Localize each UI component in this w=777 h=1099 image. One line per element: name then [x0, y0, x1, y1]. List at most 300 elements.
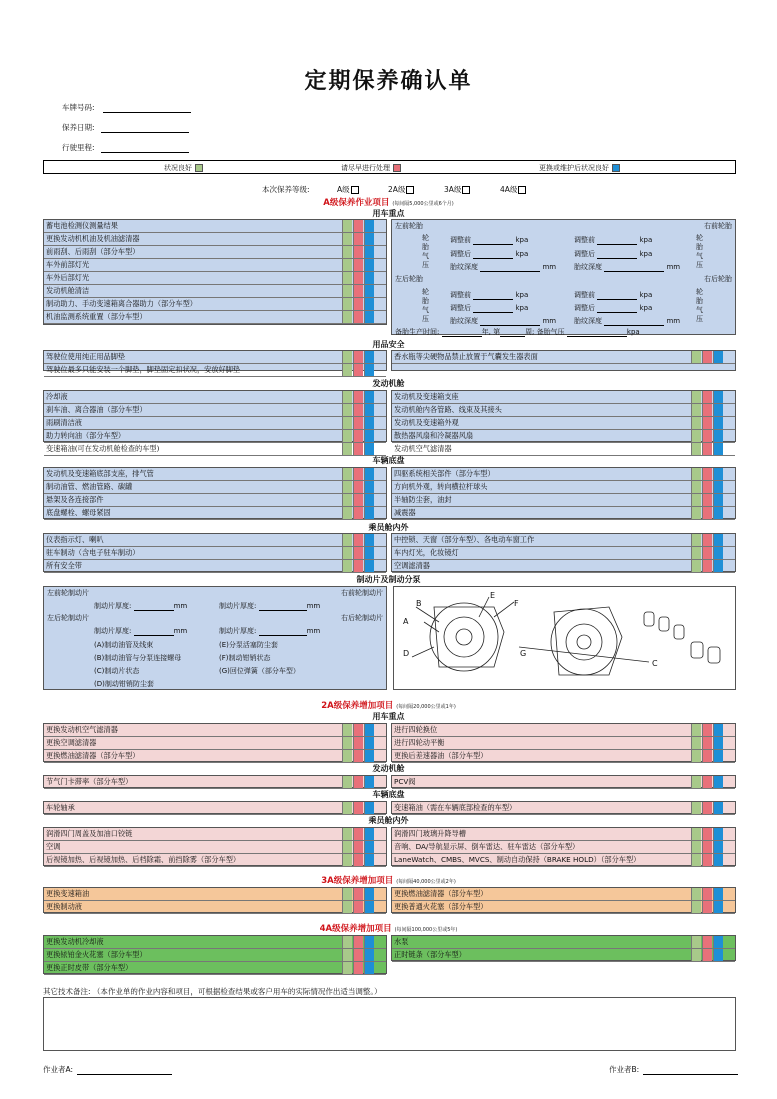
soon-checkbox[interactable] — [353, 351, 363, 363]
soon-checkbox[interactable] — [353, 494, 363, 506]
replace-checkbox[interactable] — [713, 481, 723, 493]
a-cabin-left — [43, 533, 387, 572]
soon-checkbox[interactable] — [353, 507, 363, 519]
good-checkbox[interactable] — [691, 494, 701, 506]
item-label: 驻车制动（含电子驻车制动） — [46, 548, 140, 557]
list-item[interactable] — [392, 391, 735, 404]
list-item[interactable] — [392, 351, 735, 364]
replace-checkbox[interactable] — [713, 507, 723, 519]
item-label: 发动机及变速箱外观 — [394, 418, 459, 427]
replace-checkbox[interactable] — [364, 888, 374, 900]
date-field[interactable]: 保养日期: — [62, 122, 189, 133]
replace-checkbox[interactable] — [364, 430, 374, 442]
replace-checkbox[interactable] — [713, 468, 723, 480]
soon-checkbox[interactable] — [702, 737, 712, 749]
soon-checkbox[interactable] — [353, 802, 363, 814]
item-label: 驾驶位最多只能安装一个脚垫，脚垫固定扣状况，安放好脚垫 — [46, 365, 241, 374]
a2-cabin-left — [43, 827, 387, 866]
good-checkbox[interactable] — [691, 391, 701, 403]
good-checkbox[interactable] — [691, 750, 701, 762]
soon-checkbox[interactable] — [702, 547, 712, 559]
good-checkbox[interactable] — [342, 776, 352, 788]
list-item[interactable] — [392, 534, 735, 547]
sec-cabin-2a: 乘员舱内外 — [368, 816, 409, 825]
good-checkbox[interactable] — [691, 776, 701, 788]
list-item[interactable] — [392, 828, 735, 841]
replace-checkbox[interactable] — [713, 841, 723, 853]
soon-checkbox[interactable] — [353, 901, 363, 913]
item-label: 更换铱铂金火花塞（部分车型） — [46, 950, 147, 959]
good-checkbox[interactable] — [342, 841, 352, 853]
list-item[interactable] — [392, 560, 735, 573]
soon-checkbox[interactable] — [702, 507, 712, 519]
good-checkbox[interactable] — [342, 220, 352, 232]
replace-checkbox[interactable] — [364, 534, 374, 546]
a2-chassis-right — [391, 801, 736, 814]
soon-checkbox[interactable] — [702, 560, 712, 572]
item-label: 发动机及变速箱底部支座，排气管 — [46, 469, 154, 478]
soon-checkbox[interactable] — [702, 404, 712, 416]
a3-right — [391, 887, 736, 913]
good-checkbox[interactable] — [691, 560, 701, 572]
item-label: 更换正时皮带（部分车型） — [46, 963, 133, 972]
soon-checkbox[interactable] — [702, 802, 712, 814]
replace-checkbox[interactable] — [713, 901, 723, 913]
replace-checkbox[interactable] — [364, 547, 374, 559]
replace-checkbox[interactable] — [713, 737, 723, 749]
list-item[interactable] — [44, 351, 386, 364]
good-checkbox[interactable] — [691, 724, 701, 736]
good-checkbox[interactable] — [342, 272, 352, 284]
list-item[interactable] — [392, 430, 735, 443]
good-checkbox[interactable] — [342, 311, 352, 323]
replace-checkbox[interactable] — [364, 391, 374, 403]
good-checkbox[interactable] — [691, 737, 701, 749]
mileage-field[interactable]: 行驶里程: — [62, 142, 189, 153]
replace-checkbox[interactable] — [713, 391, 723, 403]
soon-checkbox[interactable] — [353, 220, 363, 232]
list-item[interactable] — [392, 494, 735, 507]
notes-area[interactable] — [43, 997, 736, 1051]
good-checkbox[interactable] — [342, 737, 352, 749]
list-item[interactable] — [44, 936, 386, 949]
soon-checkbox[interactable] — [702, 901, 712, 913]
good-checkbox[interactable] — [691, 828, 701, 840]
soon-checkbox[interactable] — [353, 547, 363, 559]
soon-checkbox[interactable] — [353, 828, 363, 840]
soon-checkbox[interactable] — [353, 949, 363, 961]
good-checkbox[interactable] — [691, 351, 701, 363]
list-item[interactable] — [392, 936, 735, 949]
replace-checkbox[interactable] — [713, 949, 723, 961]
sec-key-a: 用车重点 — [372, 209, 405, 218]
list-item[interactable] — [44, 364, 386, 377]
item-label: 冷却液 — [46, 392, 68, 401]
list-item[interactable] — [44, 430, 386, 443]
list-item[interactable] — [44, 494, 386, 507]
replace-checkbox[interactable] — [364, 417, 374, 429]
replace-checkbox[interactable] — [364, 507, 374, 519]
list-item[interactable] — [392, 468, 735, 481]
good-checkbox[interactable] — [691, 443, 701, 455]
notes-label: 其它技术备注: （本作业单的作业内容和项目，可根据检查结果或客户用车的实际情况作出适当调整。） — [43, 987, 382, 996]
good-checkbox[interactable] — [342, 949, 352, 961]
list-item[interactable] — [392, 507, 735, 520]
good-checkbox[interactable] — [342, 404, 352, 416]
item-label: 散热器风扇和冷凝器风扇 — [394, 431, 474, 440]
list-item[interactable] — [44, 391, 386, 404]
sec-chassis-2a: 车辆底盘 — [372, 790, 405, 799]
tire-table: 左前轮胎 右前轮胎 轮胎气压 调整前 kpa 调整后 kpa 胎纹深度 mm 调整前 kpa 调整后 kpa 胎纹深度 mm 轮胎气压 左后轮胎 右后轮胎 轮胎气压 调整前 kpa 调整后 kpa 胎纹深度 mm 调整前 kpa 调整后 kpa 胎纹深度 mm 轮胎气压 备胎生产时间: 年, 第 周; 备胎气压 kpa — [391, 219, 736, 335]
list-item[interactable] — [44, 841, 386, 854]
replace-checkbox[interactable] — [364, 364, 374, 376]
status-legend: 状况良好 请尽早进行处理 更换或维护后状况良好 — [43, 160, 736, 174]
soon-checkbox[interactable] — [353, 776, 363, 788]
good-checkbox[interactable] — [342, 828, 352, 840]
good-checkbox[interactable] — [691, 534, 701, 546]
item-label: 制动助力、手动变速箱离合器助力（部分车型） — [46, 299, 197, 308]
soon-checkbox[interactable] — [353, 233, 363, 245]
good-checkbox[interactable] — [691, 404, 701, 416]
replace-checkbox[interactable] — [364, 802, 374, 814]
list-item[interactable] — [44, 285, 386, 298]
soon-checkbox[interactable] — [702, 351, 712, 363]
replace-checkbox[interactable] — [364, 936, 374, 948]
soon-checkbox[interactable] — [353, 936, 363, 948]
item-label: 中控锁、天窗（部分车型）、各电动车窗工作 — [394, 535, 535, 544]
sec-cabin-a: 乘员舱内外 — [368, 523, 409, 532]
list-item[interactable] — [44, 220, 386, 233]
replace-checkbox[interactable] — [364, 481, 374, 493]
list-item[interactable] — [392, 841, 735, 854]
list-item[interactable] — [44, 233, 386, 246]
good-swatch — [195, 164, 203, 172]
list-item[interactable] — [392, 750, 735, 763]
good-checkbox[interactable] — [342, 750, 352, 762]
soon-checkbox[interactable] — [353, 534, 363, 546]
item-label: 机油监测系统重置（部分车型） — [46, 312, 147, 321]
replace-checkbox[interactable] — [713, 534, 723, 546]
list-item[interactable] — [44, 311, 386, 324]
soon-checkbox[interactable] — [353, 246, 363, 258]
list-item[interactable] — [392, 854, 735, 867]
good-checkbox[interactable] — [342, 901, 352, 913]
replace-checkbox[interactable] — [364, 854, 374, 866]
item-label: 进行四轮换位 — [394, 725, 438, 734]
a2-chassis-left — [43, 801, 387, 814]
item-label: 水泵 — [394, 937, 409, 946]
soon-checkbox[interactable] — [702, 750, 712, 762]
soon-checkbox[interactable] — [702, 481, 712, 493]
list-item[interactable] — [392, 888, 735, 901]
soon-checkbox[interactable] — [702, 841, 712, 853]
good-checkbox[interactable] — [691, 802, 701, 814]
soon-checkbox[interactable] — [353, 259, 363, 271]
replace-checkbox[interactable] — [713, 776, 723, 788]
list-item[interactable] — [44, 259, 386, 272]
soon-checkbox[interactable] — [353, 404, 363, 416]
replace-checkbox[interactable] — [713, 560, 723, 572]
list-item[interactable] — [44, 854, 386, 867]
soon-checkbox[interactable] — [353, 391, 363, 403]
good-checkbox[interactable] — [691, 854, 701, 866]
good-checkbox[interactable] — [691, 888, 701, 900]
replace-checkbox[interactable] — [364, 272, 374, 284]
a4-left — [43, 935, 387, 974]
replace-checkbox[interactable] — [364, 285, 374, 297]
soon-checkbox[interactable] — [353, 724, 363, 736]
list-item[interactable] — [44, 901, 386, 914]
section-a-title: A级保养作业项目 (每间隔5,000公里或6个月) — [323, 198, 454, 208]
replace-checkbox[interactable] — [713, 404, 723, 416]
soon-checkbox[interactable] — [353, 750, 363, 762]
level-2a[interactable]: 2A级 — [388, 184, 414, 195]
good-checkbox[interactable] — [342, 507, 352, 519]
replace-checkbox[interactable] — [364, 750, 374, 762]
a-engine-right — [391, 390, 736, 453]
list-item[interactable] — [44, 949, 386, 962]
item-label: 助力转向油（部分车型） — [46, 431, 126, 440]
replace-checkbox[interactable] — [364, 841, 374, 853]
list-item[interactable] — [44, 737, 386, 750]
replace-checkbox[interactable] — [713, 888, 723, 900]
list-item[interactable] — [44, 272, 386, 285]
replace-checkbox[interactable] — [364, 311, 374, 323]
list-item[interactable] — [392, 404, 735, 417]
good-checkbox[interactable] — [691, 841, 701, 853]
soon-checkbox[interactable] — [353, 311, 363, 323]
soon-checkbox[interactable] — [702, 724, 712, 736]
list-item[interactable] — [44, 481, 386, 494]
list-item[interactable] — [44, 724, 386, 737]
a-cabin-right — [391, 533, 736, 572]
soon-checkbox[interactable] — [353, 272, 363, 284]
good-checkbox[interactable] — [342, 854, 352, 866]
good-checkbox[interactable] — [691, 547, 701, 559]
item-label: 所有安全带 — [46, 561, 82, 570]
replace-checkbox[interactable] — [364, 724, 374, 736]
list-item[interactable] — [44, 888, 386, 901]
replace-checkbox[interactable] — [364, 259, 374, 271]
list-item[interactable] — [392, 737, 735, 750]
soon-checkbox[interactable] — [702, 534, 712, 546]
good-checkbox[interactable] — [691, 936, 701, 948]
level-4a[interactable]: 4A级 — [500, 184, 526, 195]
good-checkbox[interactable] — [342, 560, 352, 572]
good-checkbox[interactable] — [342, 724, 352, 736]
list-item[interactable] — [44, 404, 386, 417]
replace-checkbox[interactable] — [713, 750, 723, 762]
good-checkbox[interactable] — [342, 936, 352, 948]
soon-checkbox[interactable] — [353, 430, 363, 442]
replace-checkbox[interactable] — [713, 443, 723, 455]
good-checkbox[interactable] — [342, 494, 352, 506]
soon-checkbox[interactable] — [353, 468, 363, 480]
list-item[interactable] — [44, 828, 386, 841]
list-item[interactable] — [392, 776, 735, 789]
item-label: 变速箱油(可在发动机舱检查的车型) — [46, 444, 160, 453]
soon-checkbox[interactable] — [353, 854, 363, 866]
good-checkbox[interactable] — [342, 443, 352, 455]
replace-checkbox[interactable] — [364, 443, 374, 455]
good-checkbox[interactable] — [342, 391, 352, 403]
good-checkbox[interactable] — [342, 351, 352, 363]
soon-checkbox[interactable] — [353, 737, 363, 749]
a2-cabin-right — [391, 827, 736, 866]
replace-checkbox[interactable] — [364, 220, 374, 232]
good-checkbox[interactable] — [342, 233, 352, 245]
section-2a-title: 2A级保养增加项目 (每间隔20,000公里或1年) — [321, 701, 456, 711]
soon-checkbox[interactable] — [702, 468, 712, 480]
replace-checkbox[interactable] — [713, 494, 723, 506]
replace-checkbox[interactable] — [364, 468, 374, 480]
item-label: 更换发动机空气滤清器 — [46, 725, 118, 734]
a4-right — [391, 935, 736, 961]
good-checkbox[interactable] — [342, 285, 352, 297]
good-checkbox[interactable] — [342, 802, 352, 814]
replace-checkbox[interactable] — [713, 430, 723, 442]
list-item[interactable] — [392, 724, 735, 737]
soon-checkbox[interactable] — [353, 888, 363, 900]
soon-checkbox[interactable] — [702, 391, 712, 403]
good-checkbox[interactable] — [342, 468, 352, 480]
level-3a[interactable]: 3A级 — [444, 184, 470, 195]
soon-checkbox[interactable] — [353, 481, 363, 493]
good-checkbox[interactable] — [691, 430, 701, 442]
soon-checkbox[interactable] — [702, 776, 712, 788]
list-item[interactable] — [44, 750, 386, 763]
soon-checkbox[interactable] — [702, 854, 712, 866]
sec-engine-2a: 发动机舱 — [372, 764, 405, 773]
good-checkbox[interactable] — [691, 901, 701, 913]
good-checkbox[interactable] — [691, 949, 701, 961]
replace-checkbox[interactable] — [713, 936, 723, 948]
soon-checkbox[interactable] — [702, 443, 712, 455]
item-label: 半轴防尘套，油封 — [394, 495, 452, 504]
soon-checkbox[interactable] — [702, 888, 712, 900]
replace-checkbox[interactable] — [713, 854, 723, 866]
soon-checkbox[interactable] — [353, 560, 363, 572]
list-item[interactable] — [44, 560, 386, 573]
soon-checkbox[interactable] — [702, 949, 712, 961]
list-item[interactable] — [44, 246, 386, 259]
replace-checkbox[interactable] — [364, 233, 374, 245]
item-label: 车外后部灯光 — [46, 273, 90, 282]
sec-chassis-a: 车辆底盘 — [372, 456, 405, 465]
list-item[interactable] — [392, 949, 735, 962]
good-checkbox[interactable] — [342, 547, 352, 559]
list-item[interactable] — [44, 962, 386, 975]
a2-engine-left — [43, 775, 387, 788]
list-item[interactable] — [44, 298, 386, 311]
soon-checkbox[interactable] — [702, 494, 712, 506]
item-label: 驾驶位使用纯正用品脚垫 — [46, 352, 126, 361]
soon-checkbox[interactable] — [702, 430, 712, 442]
replace-checkbox[interactable] — [364, 351, 374, 363]
list-item[interactable] — [392, 481, 735, 494]
good-checkbox[interactable] — [691, 481, 701, 493]
good-checkbox[interactable] — [342, 298, 352, 310]
replace-checkbox[interactable] — [364, 962, 374, 974]
replace-checkbox[interactable] — [713, 417, 723, 429]
soon-checkbox[interactable] — [353, 962, 363, 974]
replace-checkbox[interactable] — [364, 404, 374, 416]
item-label: 节气门卡滞率（部分车型） — [46, 777, 133, 786]
a2-key-right — [391, 723, 736, 762]
a2-key-left — [43, 723, 387, 762]
item-label: 更换制动液 — [46, 902, 82, 911]
list-item[interactable] — [44, 776, 386, 789]
soon-checkbox[interactable] — [702, 828, 712, 840]
replace-checkbox[interactable] — [364, 949, 374, 961]
soon-checkbox[interactable] — [353, 443, 363, 455]
replace-checkbox[interactable] — [713, 802, 723, 814]
signature-b[interactable]: 作业者B: — [609, 1064, 738, 1075]
list-item[interactable] — [44, 534, 386, 547]
replace-checkbox[interactable] — [364, 298, 374, 310]
item-label: 前雨刮、后雨刮（部分车型） — [46, 247, 140, 256]
replace-checkbox[interactable] — [713, 724, 723, 736]
replace-checkbox[interactable] — [364, 776, 374, 788]
soon-checkbox[interactable] — [353, 841, 363, 853]
item-label: 悬架及各连接部件 — [46, 495, 104, 504]
soon-checkbox[interactable] — [353, 364, 363, 376]
good-checkbox[interactable] — [342, 534, 352, 546]
soon-checkbox[interactable] — [702, 417, 712, 429]
good-checkbox[interactable] — [342, 259, 352, 271]
replace-checkbox[interactable] — [713, 351, 723, 363]
list-item[interactable] — [392, 901, 735, 914]
good-checkbox[interactable] — [342, 888, 352, 900]
list-item[interactable] — [44, 507, 386, 520]
list-item[interactable] — [44, 417, 386, 430]
soon-checkbox[interactable] — [702, 936, 712, 948]
good-checkbox[interactable] — [342, 962, 352, 974]
replace-checkbox[interactable] — [364, 494, 374, 506]
good-checkbox[interactable] — [691, 468, 701, 480]
list-item[interactable] — [392, 547, 735, 560]
level-a[interactable]: A级 — [337, 184, 359, 195]
replace-checkbox[interactable] — [364, 560, 374, 572]
soon-checkbox[interactable] — [353, 298, 363, 310]
a-key-left-table — [43, 219, 387, 325]
replace-checkbox[interactable] — [713, 828, 723, 840]
good-checkbox[interactable] — [342, 246, 352, 258]
list-item[interactable] — [392, 417, 735, 430]
good-checkbox[interactable] — [342, 481, 352, 493]
list-item[interactable] — [44, 547, 386, 560]
good-checkbox[interactable] — [342, 430, 352, 442]
plate-field[interactable]: 车牌号码: — [62, 102, 191, 113]
soon-checkbox[interactable] — [353, 285, 363, 297]
item-label: 四驱系统相关部件（部分车型） — [394, 469, 495, 478]
good-checkbox[interactable] — [691, 417, 701, 429]
list-item[interactable] — [392, 802, 735, 815]
good-checkbox[interactable] — [342, 417, 352, 429]
replace-checkbox[interactable] — [364, 828, 374, 840]
soon-checkbox[interactable] — [353, 417, 363, 429]
replace-checkbox[interactable] — [364, 901, 374, 913]
good-checkbox[interactable] — [691, 507, 701, 519]
signature-a[interactable]: 作业者A: — [43, 1064, 172, 1075]
replace-checkbox[interactable] — [364, 246, 374, 258]
replace-checkbox[interactable] — [713, 547, 723, 559]
list-item[interactable] — [44, 802, 386, 815]
sec-brake: 制动片及制动分泵 — [356, 575, 421, 584]
good-checkbox[interactable] — [342, 364, 352, 376]
list-item[interactable] — [44, 468, 386, 481]
replace-checkbox[interactable] — [364, 737, 374, 749]
